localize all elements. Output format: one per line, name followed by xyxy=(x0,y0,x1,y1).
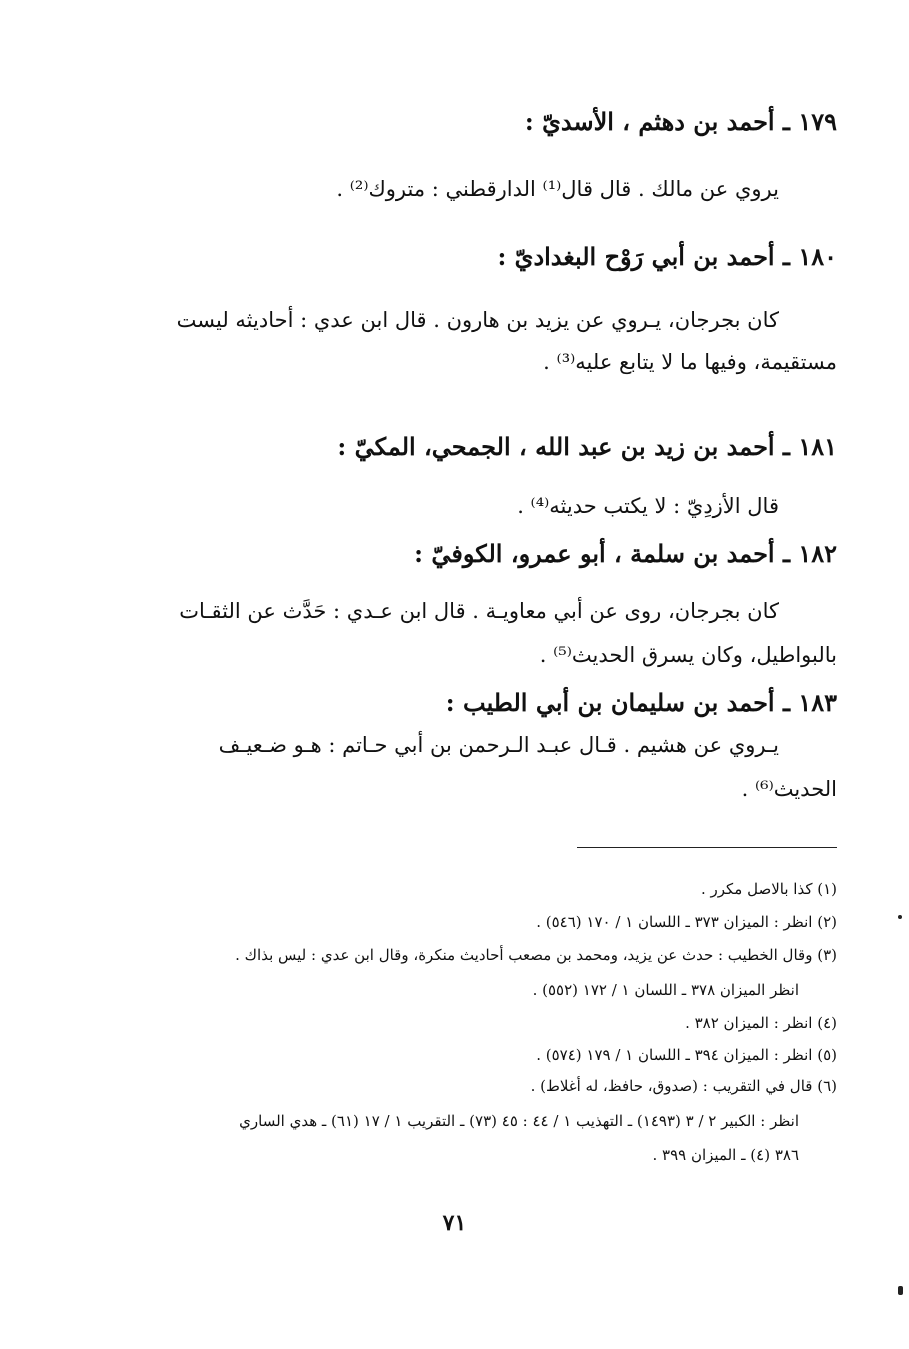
entry-heading: ١٨١ ـ أحمد بن زيد بن عبد الله ، الجمحي، المكيّ : xyxy=(337,432,837,461)
footnote-line: ٣٨٦ (٤) ـ الميزان ٣٩٩ . xyxy=(652,1146,799,1164)
entry-text-line: يـروي عن هشيم . قـال عبـد الـرحمن بن أبي حـاتم : هـو ضـعيـف xyxy=(218,733,779,757)
entry-heading: ١٨٣ ـ أحمد بن سليمان بن أبي الطيب : xyxy=(445,688,837,717)
footnote-line: (٥) انظر : الميزان ٣٩٤ ـ اللسان ١ / ١٧٩ (٥٧٤) . xyxy=(536,1046,837,1064)
entry-text-line: قال الأزدِيّ : لا يكتب حديثه⁽⁴⁾ . xyxy=(517,494,779,518)
entry-text-line: بالبواطيل، وكان يسرق الحديث⁽⁵⁾ . xyxy=(539,643,837,667)
entry-text-line: كان بجرجان، يـروي عن يزيد بن هارون . قال ابن عدي : أحاديثه ليست xyxy=(176,308,779,332)
scan-speck xyxy=(898,1286,903,1295)
footnote-line: انظر الميزان ٣٧٨ ـ اللسان ١ / ١٧٢ (٥٥٢) . xyxy=(532,981,799,999)
entry-heading: ١٧٩ ـ أحمد بن دهثم ، الأسديّ : xyxy=(524,107,837,136)
entry-text-line: كان بجرجان، روى عن أبي معاويـة . قال ابن عـدي : حَدَّث عن الثقـات xyxy=(179,599,779,623)
footnote-line: (٦) قال في التقريب : (صدوق، حافظ، له أغلاط) . xyxy=(530,1077,837,1095)
entry-text-line: يروي عن مالك . قال قال⁽¹⁾ الدارقطني : متروك⁽²⁾ . xyxy=(336,177,779,201)
entry-heading: ١٨٠ ـ أحمد بن أبي رَوْح البغداديّ : xyxy=(497,242,837,271)
footnote-line: (١) كذا بالاصل مكرر . xyxy=(700,880,837,898)
footnote-line: (٣) وقال الخطيب : حدث عن يزيد، ومحمد بن مصعب أحاديث منكرة، وقال ابن عدي : ليس بذاك . xyxy=(235,946,837,964)
footnote-separator xyxy=(577,847,837,848)
entry-heading: ١٨٢ ـ أحمد بن سلمة ، أبو عمرو، الكوفيّ : xyxy=(414,539,837,568)
entry-text-line: الحديث⁽⁶⁾ . xyxy=(741,777,837,801)
scan-speck xyxy=(898,915,902,919)
footnote-line: (٤) انظر : الميزان ٣٨٢ . xyxy=(685,1014,837,1032)
page-number: ٧١ xyxy=(442,1210,467,1236)
footnote-line: (٢) انظر : الميزان ٣٧٣ ـ اللسان ١ / ١٧٠ (٥٤٦) . xyxy=(536,913,837,931)
footnote-line: انظر : الكبير ٢ / ٣ (١٤٩٣) ـ التهذيب ١ / ٤٤ : ٤٥ (٧٣) ـ التقريب ١ / ١٧ (٦١) ـ هدي الساري xyxy=(239,1112,799,1130)
entry-text-line: مستقيمة، وفيها ما لا يتابع عليه⁽³⁾ . xyxy=(543,350,837,374)
